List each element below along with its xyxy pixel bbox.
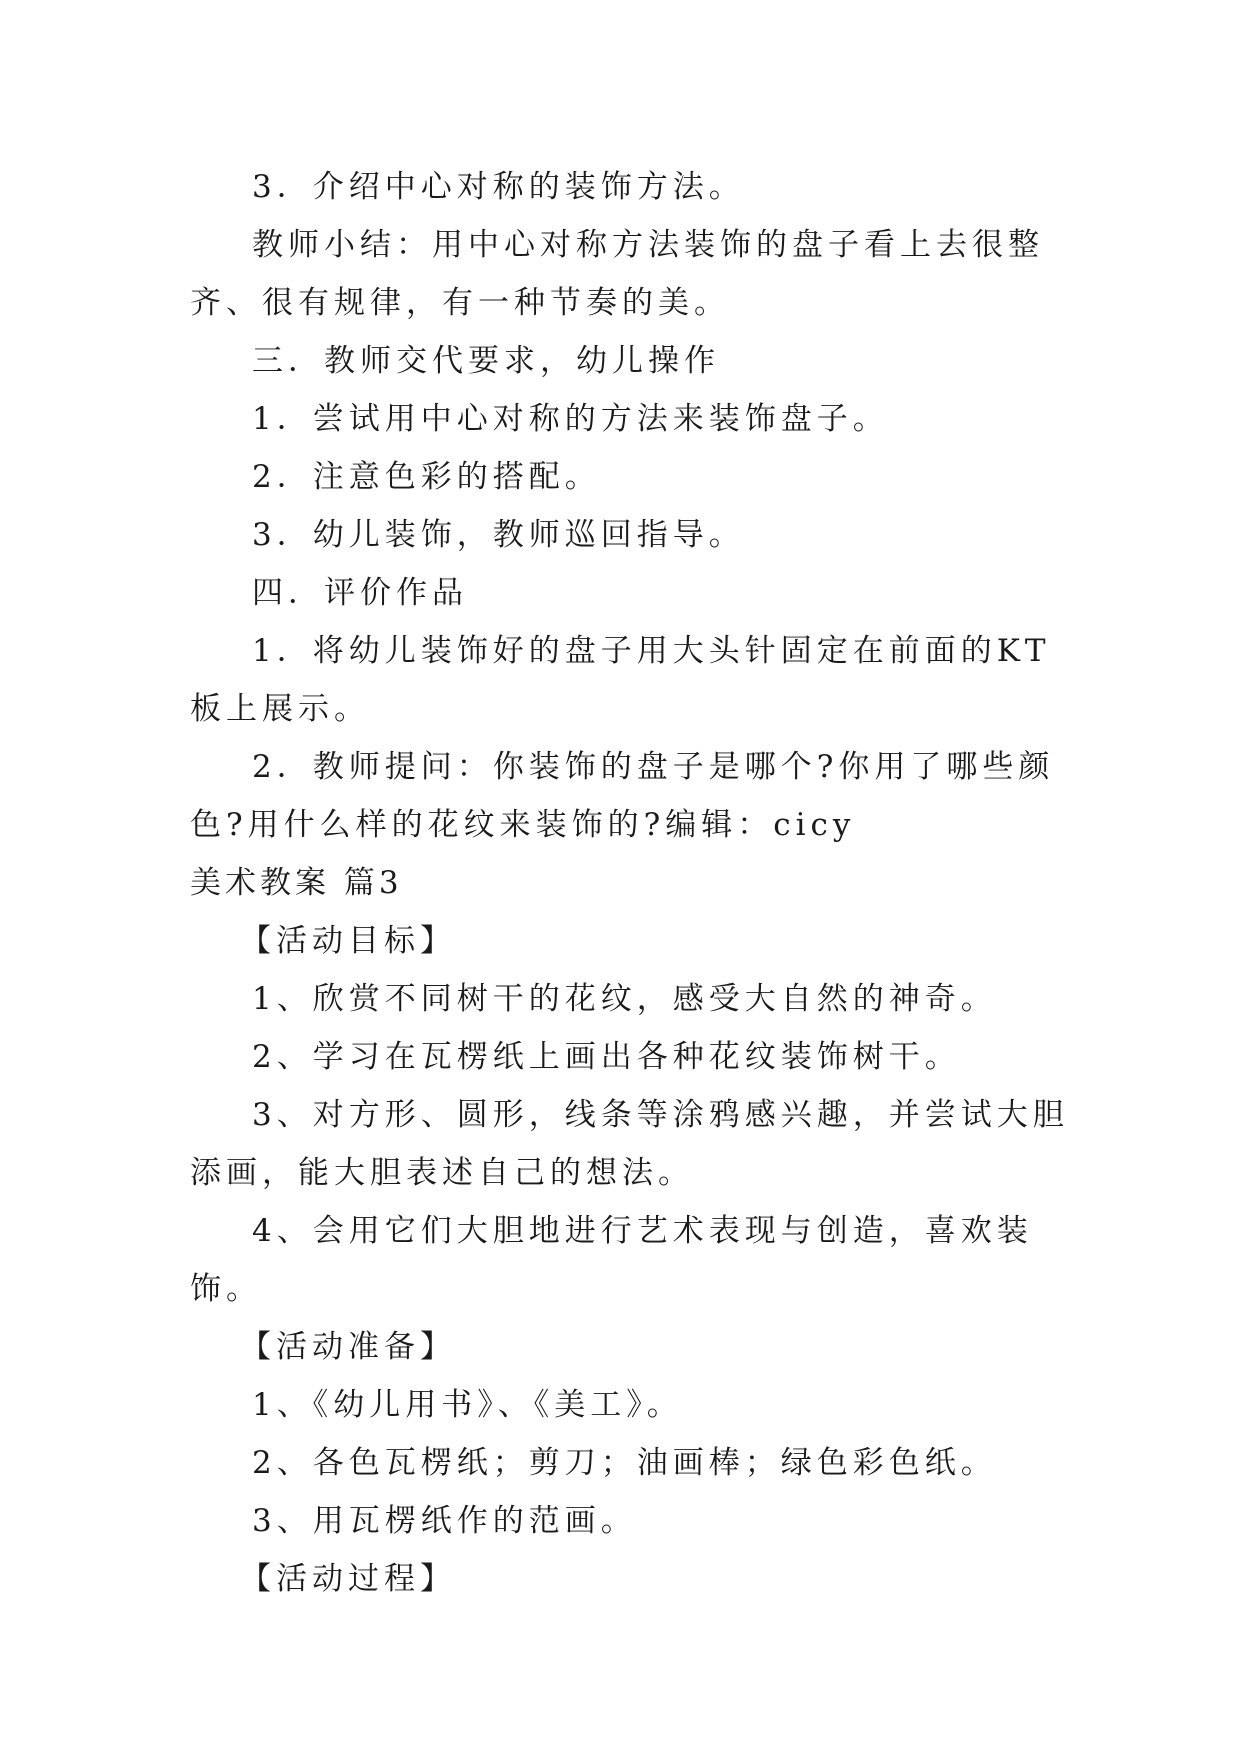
paragraph: 2、各色瓦楞纸；剪刀；油画棒；绿色彩色纸。 [252, 1445, 997, 1481]
paragraph: 3、用瓦楞纸作的范画。 [252, 1503, 637, 1539]
subsection-heading: 【活动准备】 [240, 1329, 456, 1365]
paragraph: 2．教师提问：你装饰的盘子是哪个?你用了哪些颜色?用什么样的花纹来装饰的?编辑：cicy [190, 749, 1055, 843]
paragraph: 2．注意色彩的搭配。 [252, 459, 601, 495]
paragraph: 3、对方形、圆形，线条等涂鸦感兴趣，并尝试大胆添画，能大胆表述自己的想法。 [190, 1097, 1069, 1191]
paragraph: 三．教师交代要求，幼儿操作 [252, 343, 720, 379]
paragraph: 四．评价作品 [252, 575, 468, 611]
paragraph: 1、欣赏不同树干的花纹，感受大自然的神奇。 [252, 981, 997, 1017]
paragraph: 3．介绍中心对称的装饰方法。 [252, 169, 745, 205]
paragraph: 1．尝试用中心对称的方法来装饰盘子。 [252, 401, 889, 437]
document-body [190, 158, 1070, 1608]
paragraph: 3．幼儿装饰，教师巡回指导。 [252, 517, 745, 553]
paragraph: 1、《幼儿用书》、《美工》。 [252, 1387, 683, 1423]
section-heading: 美术教案 篇3 [190, 865, 403, 901]
paragraph: 4、会用它们大胆地进行艺术表现与创造，喜欢装饰。 [190, 1213, 1033, 1307]
paragraph: 教师小结：用中心对称方法装饰的盘子看上去很整齐、很有规律，有一种节奏的美。 [190, 227, 1044, 321]
paragraph: 2、学习在瓦楞纸上画出各种花纹装饰树干。 [252, 1039, 961, 1075]
paragraph: 1．将幼儿装饰好的盘子用大头针固定在前面的KT板上展示。 [190, 633, 1051, 727]
subsection-heading: 【活动过程】 [240, 1561, 456, 1597]
subsection-heading: 【活动目标】 [240, 923, 456, 959]
